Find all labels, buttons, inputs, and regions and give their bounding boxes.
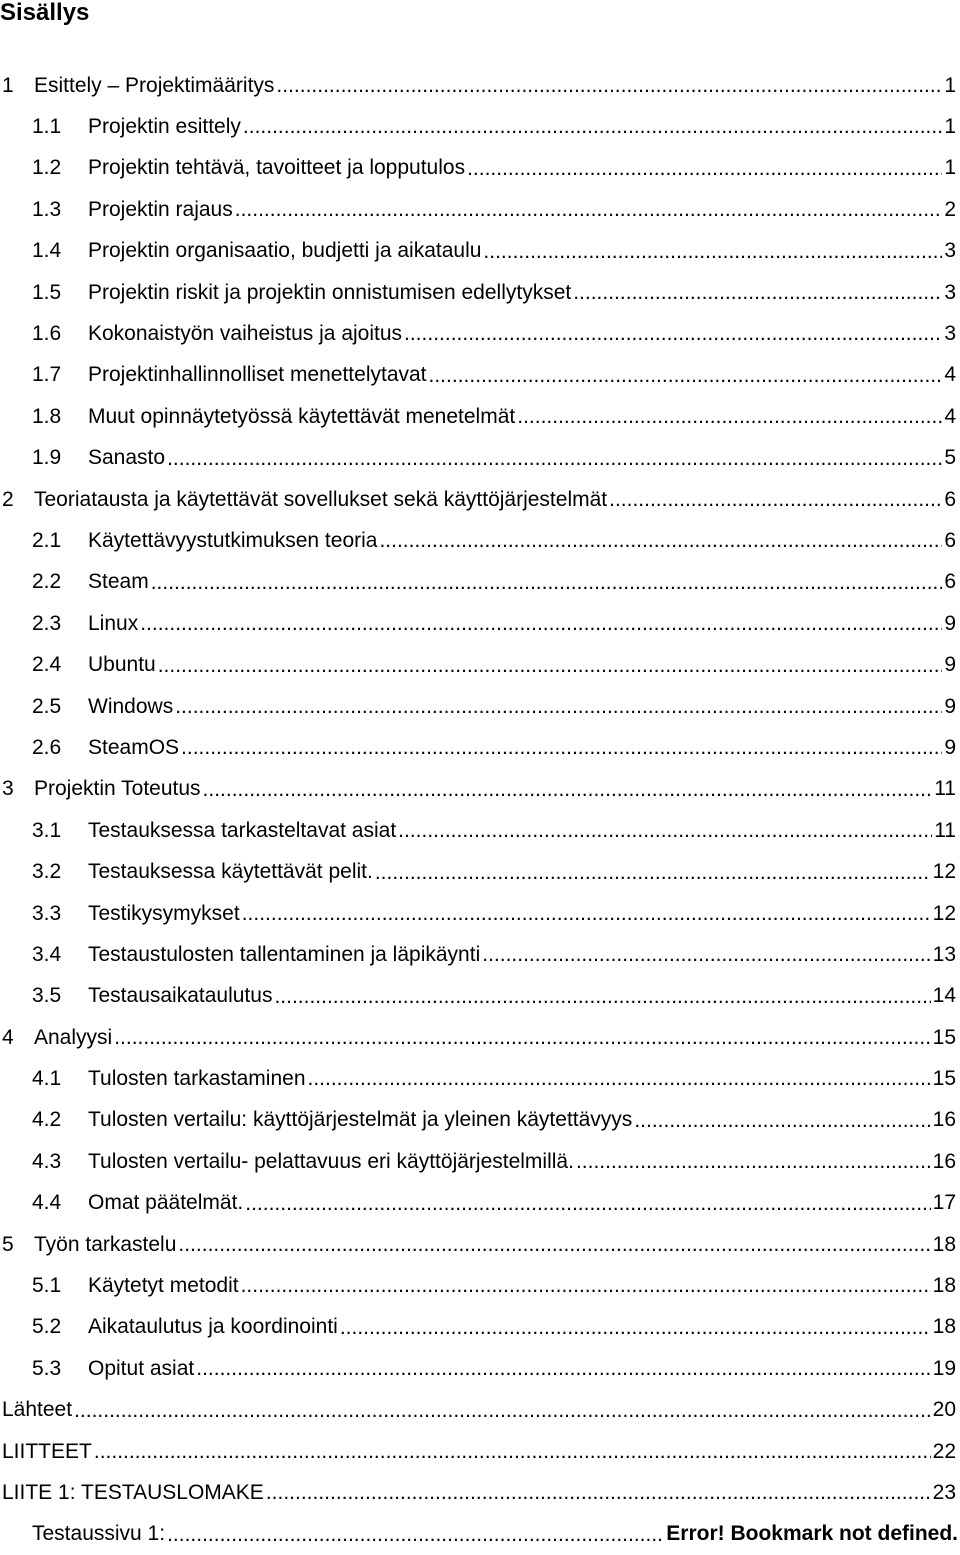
toc-dot-leader bbox=[74, 1398, 931, 1423]
toc-entry-number: 1.8 bbox=[32, 404, 62, 428]
toc-entry-page-number: 9 bbox=[944, 611, 956, 635]
toc-dot-leader bbox=[243, 114, 942, 139]
toc-entry-number: 3.1 bbox=[32, 818, 62, 842]
toc-entry[interactable] bbox=[0, 148, 960, 189]
toc-entry-page-number: 14 bbox=[932, 984, 956, 1008]
toc-entry-number: 1.3 bbox=[32, 197, 62, 221]
toc-dot-leader bbox=[634, 1108, 930, 1133]
toc-entry-page-number: 9 bbox=[944, 653, 956, 677]
toc-entry-page-number: 2 bbox=[944, 197, 956, 221]
toc-dot-leader bbox=[158, 653, 943, 678]
toc-entry[interactable] bbox=[0, 1017, 960, 1058]
toc-entry-number: 4.3 bbox=[32, 1149, 62, 1173]
toc-dot-leader bbox=[140, 611, 942, 636]
toc-dot-leader bbox=[242, 901, 931, 926]
toc-entry-page-number: 15 bbox=[932, 1067, 956, 1091]
toc-dot-leader bbox=[609, 487, 942, 512]
toc-entry-page-number: 18 bbox=[932, 1274, 956, 1298]
toc-dot-leader bbox=[274, 984, 930, 1009]
toc-entry-number: 2.2 bbox=[32, 570, 62, 594]
toc-dot-leader bbox=[178, 1232, 930, 1257]
toc-entry[interactable] bbox=[0, 479, 960, 520]
toc-entry-number: 4.1 bbox=[32, 1067, 62, 1091]
toc-entry-title: Projektin organisaatio, budjetti ja aikataulu bbox=[88, 239, 482, 263]
toc-entry-number: 4.2 bbox=[32, 1108, 62, 1132]
toc-entry[interactable] bbox=[0, 1183, 960, 1224]
toc-dot-leader bbox=[467, 156, 942, 181]
toc-entry-title: Teoriatausta ja käytettävät sovellukset sekä käyttöjärjestelmät bbox=[34, 487, 608, 511]
toc-entry-page-number: 1 bbox=[944, 115, 956, 139]
toc-entry-number: 2.4 bbox=[32, 653, 62, 677]
toc-entry-page-number: 18 bbox=[932, 1315, 956, 1339]
toc-dot-leader bbox=[266, 1480, 931, 1505]
toc-entry-title: SteamOS bbox=[88, 735, 180, 759]
toc-entry-page-number: 16 bbox=[932, 1149, 956, 1173]
toc-entry-number: 3.4 bbox=[32, 942, 62, 966]
toc-entry-title: Kokonaistyön vaiheistus ja ajoitus bbox=[88, 322, 403, 346]
toc-entry-page-number: 3 bbox=[944, 322, 956, 346]
toc-entry-title: Testaussivu 1: bbox=[32, 1522, 166, 1546]
toc-dot-leader bbox=[576, 1149, 931, 1174]
toc-dot-leader bbox=[196, 1356, 930, 1381]
toc-entry[interactable] bbox=[0, 1141, 960, 1182]
toc-entry[interactable] bbox=[0, 686, 960, 727]
toc-dot-leader bbox=[167, 446, 942, 471]
toc-entry-title: Testauksessa käytettävät pelit. bbox=[88, 860, 373, 884]
toc-entry-number: 1.2 bbox=[32, 156, 62, 180]
toc-dot-leader bbox=[203, 777, 933, 802]
toc-dot-leader bbox=[308, 1066, 931, 1091]
toc-entry[interactable] bbox=[0, 810, 960, 851]
toc-entry-number: 1.5 bbox=[32, 280, 62, 304]
toc-entry-title: Aikataulutus ja koordinointi bbox=[88, 1315, 338, 1339]
toc-entry-page-number: 1 bbox=[944, 156, 956, 180]
toc-entry-title: Projektin Toteutus bbox=[34, 777, 201, 801]
toc-entry[interactable] bbox=[0, 106, 960, 147]
toc-entry[interactable] bbox=[0, 272, 960, 313]
toc-entry[interactable] bbox=[0, 727, 960, 768]
toc-entry-title: Tulosten vertailu: käyttöjärjestelmät ja yleinen käytettävyys bbox=[88, 1108, 633, 1132]
toc-entry-title: Sanasto bbox=[88, 446, 166, 470]
toc-entry[interactable] bbox=[0, 65, 960, 106]
toc-entry-title: Esittely – Projektimääritys bbox=[34, 73, 275, 97]
toc-dot-leader bbox=[235, 197, 943, 222]
toc-entry-number: 2.3 bbox=[32, 611, 62, 635]
toc-entry[interactable] bbox=[0, 355, 960, 396]
toc-entry[interactable] bbox=[0, 851, 960, 892]
toc-entry-page-number: 3 bbox=[944, 280, 956, 304]
toc-entry-number: 3.5 bbox=[32, 984, 62, 1008]
toc-entry-title: LIITTEET bbox=[2, 1439, 92, 1463]
toc-dot-leader bbox=[375, 860, 931, 885]
toc-entry-page-number: 11 bbox=[934, 777, 956, 801]
toc-entry-title: Testauksessa tarkasteltavat asiat bbox=[88, 818, 397, 842]
toc-entry-number: 3.2 bbox=[32, 860, 62, 884]
toc-entry-title: Linux bbox=[88, 611, 139, 635]
toc-entry-page-number: 6 bbox=[944, 570, 956, 594]
toc-entry[interactable] bbox=[0, 231, 960, 272]
toc-dot-leader bbox=[379, 528, 942, 553]
toc-dot-leader bbox=[151, 570, 943, 595]
toc-dot-leader bbox=[245, 1191, 930, 1216]
toc-entry[interactable] bbox=[0, 396, 960, 437]
toc-entry-page-number: 6 bbox=[944, 528, 956, 552]
toc-entry-title: Tulosten vertailu- pelattavuus eri käyttöjärjestelmillä. bbox=[88, 1149, 574, 1173]
toc-entry-title: Analyysi bbox=[34, 1025, 113, 1049]
toc-entry[interactable] bbox=[0, 934, 960, 975]
toc-entry-title: Projektin esittely bbox=[88, 115, 241, 139]
toc-entry-title: Muut opinnäytetyössä käytettävät menetelmät bbox=[88, 404, 516, 428]
table-of-contents bbox=[0, 65, 960, 1555]
toc-entry-page-number: 4 bbox=[944, 363, 956, 387]
toc-entry[interactable] bbox=[0, 189, 960, 230]
toc-entry[interactable] bbox=[0, 1348, 960, 1389]
toc-entry[interactable] bbox=[0, 1224, 960, 1265]
toc-entry-number: 1 bbox=[2, 73, 14, 97]
toc-entry-title: Työn tarkastelu bbox=[34, 1232, 177, 1256]
toc-entry-page-number: 12 bbox=[932, 860, 956, 884]
toc-entry-number: 1.6 bbox=[32, 322, 62, 346]
toc-entry-page-number: 16 bbox=[932, 1108, 956, 1132]
toc-entry-number: 4.4 bbox=[32, 1191, 62, 1215]
toc-entry[interactable] bbox=[0, 893, 960, 934]
toc-dot-leader bbox=[429, 363, 943, 388]
toc-entry-title: Windows bbox=[88, 694, 174, 718]
toc-dot-leader bbox=[241, 1273, 931, 1298]
toc-entry-title: Lähteet bbox=[2, 1398, 73, 1422]
toc-entry-number: 2.5 bbox=[32, 694, 62, 718]
toc-entry-number: 3.3 bbox=[32, 901, 62, 925]
toc-entry-page-number: 18 bbox=[932, 1232, 956, 1256]
toc-entry-title: Ubuntu bbox=[88, 653, 156, 677]
toc-entry-number: 1.7 bbox=[32, 363, 62, 387]
toc-entry-title: Tulosten tarkastaminen bbox=[88, 1067, 306, 1091]
toc-entry-page-number: 13 bbox=[932, 942, 956, 966]
toc-dot-leader bbox=[517, 404, 942, 429]
toc-entry-number: 5.2 bbox=[32, 1315, 62, 1339]
toc-entry[interactable] bbox=[0, 438, 960, 479]
toc-dot-leader bbox=[573, 280, 942, 305]
toc-entry-page-number: 9 bbox=[944, 735, 956, 759]
toc-entry-page-number: 9 bbox=[944, 694, 956, 718]
toc-entry[interactable] bbox=[0, 1058, 960, 1099]
toc-entry[interactable] bbox=[0, 1390, 960, 1431]
toc-entry-page-number: 6 bbox=[944, 487, 956, 511]
toc-dot-leader bbox=[167, 1522, 664, 1547]
toc-entry-number: 1.9 bbox=[32, 446, 62, 470]
toc-dot-leader bbox=[404, 321, 942, 346]
toc-entry-title: Projektin riskit ja projektin onnistumisen edellytykset bbox=[88, 280, 572, 304]
toc-entry-title: Testaustulosten tallentaminen ja läpikäynti bbox=[88, 942, 481, 966]
toc-entry-title: Testikysymykset bbox=[88, 901, 240, 925]
toc-entry-page-number: 22 bbox=[932, 1439, 956, 1463]
toc-entry[interactable] bbox=[0, 1265, 960, 1306]
toc-entry-page-number: Error! Bookmark not defined. bbox=[666, 1522, 958, 1546]
toc-entry-page-number: 5 bbox=[944, 446, 956, 470]
toc-entry[interactable] bbox=[0, 976, 960, 1017]
toc-dot-leader bbox=[175, 694, 942, 719]
toc-entry-page-number: 15 bbox=[932, 1025, 956, 1049]
toc-dot-leader bbox=[398, 818, 932, 843]
toc-entry[interactable] bbox=[0, 313, 960, 354]
toc-entry-title: Projektinhallinnolliset menettelytavat bbox=[88, 363, 427, 387]
toc-entry[interactable] bbox=[0, 1100, 960, 1141]
toc-entry[interactable] bbox=[0, 562, 960, 603]
toc-entry[interactable] bbox=[0, 603, 960, 644]
toc-entry-number: 2.6 bbox=[32, 735, 62, 759]
toc-entry-number: 5 bbox=[2, 1232, 14, 1256]
toc-entry-title: Omat päätelmät. bbox=[88, 1191, 244, 1215]
toc-entry-title: Projektin rajaus bbox=[88, 197, 233, 221]
toc-entry-number: 1.1 bbox=[32, 115, 62, 139]
toc-entry-title: LIITE 1: TESTAUSLOMAKE bbox=[2, 1480, 264, 1504]
toc-entry-title: Steam bbox=[88, 570, 149, 594]
toc-dot-leader bbox=[483, 239, 942, 264]
toc-entry-page-number: 17 bbox=[932, 1191, 956, 1215]
toc-entry-title: Testausaikataulutus bbox=[88, 984, 273, 1008]
toc-entry-title: Projektin tehtävä, tavoitteet ja lopputulos bbox=[88, 156, 466, 180]
toc-entry-number: 2 bbox=[2, 487, 14, 511]
toc-entry-page-number: 1 bbox=[944, 73, 956, 97]
toc-entry-number: 4 bbox=[2, 1025, 14, 1049]
toc-dot-leader bbox=[94, 1439, 931, 1464]
toc-entry-title: Käytetyt metodit bbox=[88, 1274, 239, 1298]
toc-entry[interactable] bbox=[0, 1472, 960, 1513]
toc-entry-number: 3 bbox=[2, 777, 14, 801]
toc-entry-number: 1.4 bbox=[32, 239, 62, 263]
toc-entry-page-number: 4 bbox=[944, 404, 956, 428]
toc-entry-page-number: 23 bbox=[932, 1480, 956, 1504]
toc-entry-number: 5.1 bbox=[32, 1274, 62, 1298]
toc-dot-leader bbox=[276, 73, 942, 98]
toc-dot-leader bbox=[181, 735, 942, 760]
toc-entry-page-number: 20 bbox=[932, 1398, 956, 1422]
toc-entry[interactable] bbox=[0, 1514, 960, 1555]
toc-entry[interactable] bbox=[0, 644, 960, 685]
toc-entry-number: 2.1 bbox=[32, 528, 62, 552]
toc-entry[interactable] bbox=[0, 1431, 960, 1472]
toc-entry[interactable] bbox=[0, 520, 960, 561]
toc-entry[interactable] bbox=[0, 769, 960, 810]
toc-entry-title: Opitut asiat bbox=[88, 1356, 195, 1380]
toc-dot-leader bbox=[340, 1315, 931, 1340]
toc-entry-page-number: 11 bbox=[934, 818, 956, 842]
toc-entry-page-number: 19 bbox=[932, 1356, 956, 1380]
toc-entry-number: 5.3 bbox=[32, 1356, 62, 1380]
toc-entry-title: Käytettävyystutkimuksen teoria bbox=[88, 528, 378, 552]
toc-entry-page-number: 12 bbox=[932, 901, 956, 925]
toc-dot-leader bbox=[114, 1025, 930, 1050]
toc-entry[interactable] bbox=[0, 1307, 960, 1348]
toc-dot-leader bbox=[482, 942, 930, 967]
toc-entry-page-number: 3 bbox=[944, 239, 956, 263]
page-title: Sisällys bbox=[0, 0, 90, 26]
